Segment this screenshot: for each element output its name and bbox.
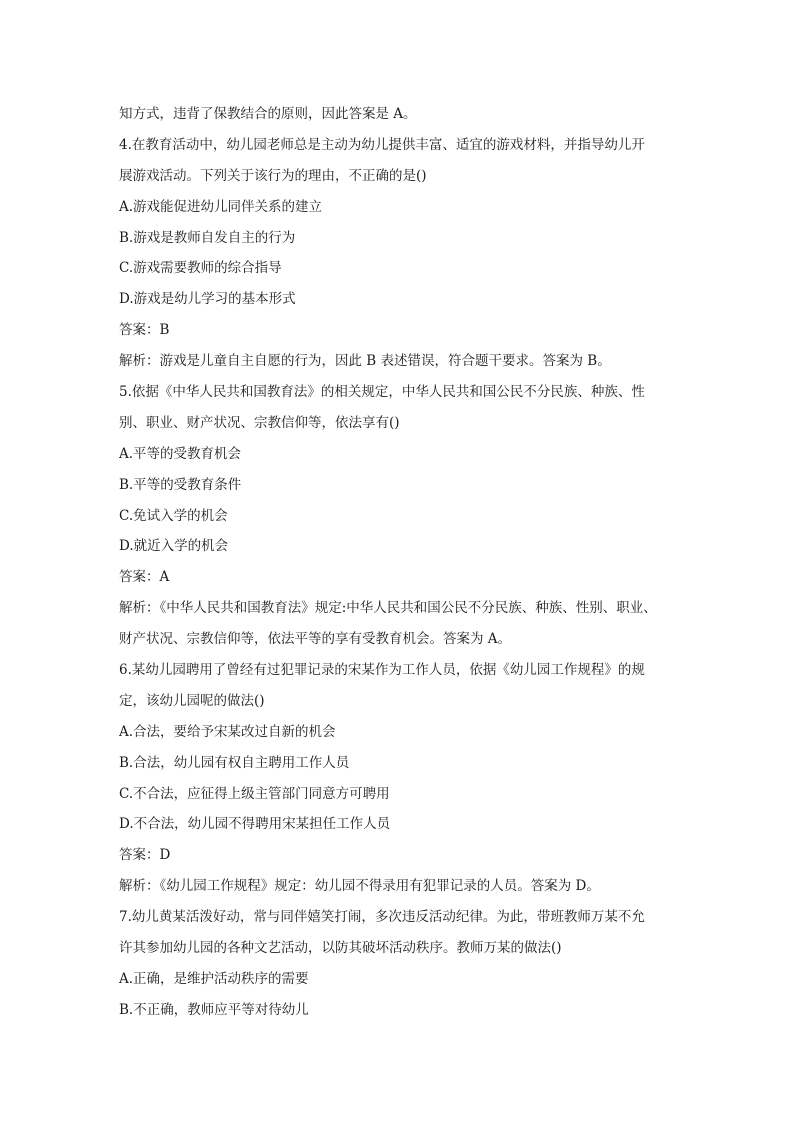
- question-6-option-d: D.不合法，幼儿园不得聘用宋某担任工作人员: [119, 816, 391, 833]
- question-7-stem-continued: 许其参加幼儿园的各种文艺活动，以防其破坏活动秩序。教师万某的做法(): [119, 940, 562, 957]
- question-6-option-b: B.合法，幼儿园有权自主聘用工作人员: [119, 754, 350, 771]
- question-5-option-c: C.免试入学的机会: [119, 507, 228, 524]
- question-4-option-c: C.游戏需要教师的综合指导: [119, 260, 282, 277]
- question-6-stem: 6.某幼儿园聘用了曾经有过犯罪记录的宋某作为工作人员，依据《幼儿园工作规程》的规: [119, 662, 645, 679]
- question-5-explanation: 解析：《中华人民共和国教育法》规定:中华人民共和国公民不分民族、种族、性别、职业、: [119, 600, 657, 617]
- question-4-answer: 答案：B: [119, 322, 170, 339]
- question-4-option-d: D.游戏是幼儿学习的基本形式: [119, 291, 296, 308]
- question-5-answer: 答案：A: [119, 569, 170, 586]
- question-7-stem: 7.幼儿黄某活泼好动，常与同伴嬉笑打闹，多次违反活动纪律。为此，带班教师万某不允: [119, 909, 645, 926]
- question-5-option-d: D.就近入学的机会: [119, 538, 229, 555]
- question-7-option-b: B.不正确，教师应平等对待幼儿: [119, 1001, 309, 1018]
- question-4-stem: 4.在教育活动中，幼儿园老师总是主动为幼儿提供丰富、适宜的游戏材料，并指导幼儿开: [119, 136, 645, 153]
- question-6-explanation: 解析：《幼儿园工作规程》规定：幼儿园不得录用有犯罪记录的人员。答案为 D。: [119, 878, 600, 895]
- question-4-option-b: B.游戏是教师自发自主的行为: [119, 229, 296, 246]
- document-body: [119, 99, 679, 1026]
- question-6-option-a: A.合法，要给予宋某改过自新的机会: [119, 723, 336, 740]
- question-6-answer: 答案：D: [119, 847, 171, 864]
- question-6-option-c: C.不合法，应征得上级主管部门同意方可聘用: [119, 785, 390, 802]
- question-6-stem-continued: 定，该幼儿园呢的做法(): [119, 692, 265, 709]
- text-line: 知方式，违背了保教结合的原则，因此答案是 A。: [119, 106, 417, 122]
- question-5-option-a: A.平等的受教育机会: [119, 445, 242, 462]
- question-7-option-a: A.正确，是维护活动秩序的需要: [119, 970, 309, 987]
- question-5-stem-continued: 别、职业、财产状况、宗教信仰等，依法享有(): [119, 414, 400, 431]
- question-5-explanation-continued: 财产状况、宗教信仰等，依法平等的享有受教育机会。答案为 A。: [119, 631, 512, 648]
- question-4-stem-continued: 展游戏活动。下列关于该行为的理由，不正确的是(): [119, 167, 427, 184]
- question-5-option-b: B.平等的受教育条件: [119, 476, 242, 493]
- question-5-stem: 5.依据《中华人民共和国教育法》的相关规定，中华人民共和国公民不分民族、种族、性: [119, 384, 645, 401]
- question-4-explanation: 解析：游戏是儿童自主自愿的行为，因此 B 表述错误，符合题干要求。答案为 B。: [119, 353, 611, 370]
- question-4-option-a: A.游戏能促进幼儿同伴关系的建立: [119, 198, 323, 215]
